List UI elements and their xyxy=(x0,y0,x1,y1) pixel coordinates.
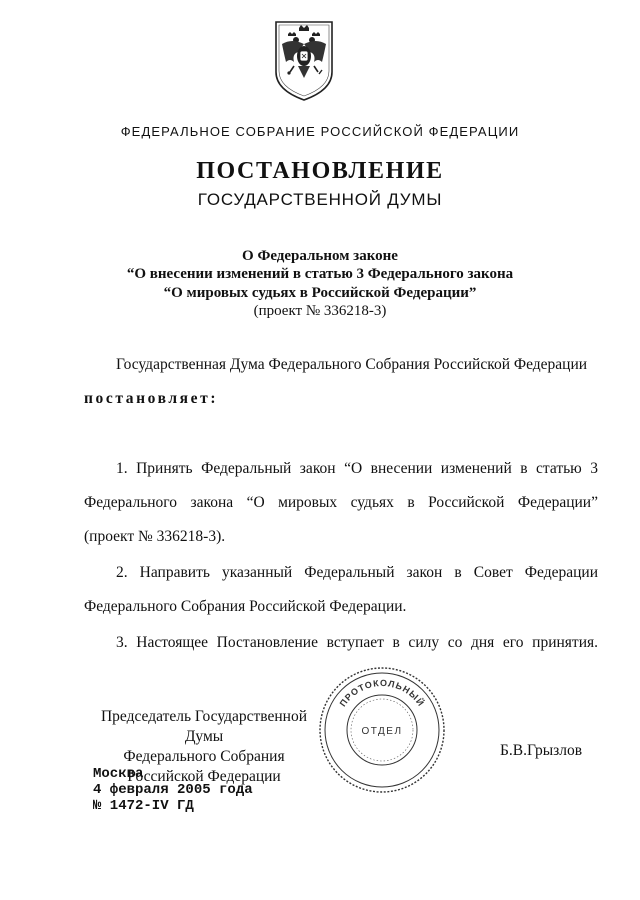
round-seal-stamp-icon xyxy=(316,664,448,796)
law-title-line-2: “О внесении изменений в статью 3 Федерального закона xyxy=(126,266,514,282)
resolves-word: постановляет: xyxy=(84,390,219,407)
item-2-line-1: 2. Направить указанный Федеральный закон в Совет Федерации xyxy=(116,564,598,581)
item-3-line-1: 3. Настоящее Постановление вступает в силу со дня его принятия. xyxy=(116,634,598,651)
date-label: 4 февраля 2005 года xyxy=(93,782,253,798)
item-1-line-3: (проект № 336218-3). xyxy=(84,528,226,545)
signatory-position-line-1: Председатель Государственной Думы xyxy=(100,708,308,745)
stamp-text-center: ОТДЕЛ xyxy=(361,726,403,737)
document-title: ПОСТАНОВЛЕНИЕ xyxy=(196,158,444,184)
coat-of-arms-icon xyxy=(272,18,336,102)
signatory-position-line-3: Российской Федерации xyxy=(127,768,281,785)
item-1-line-1: 1. Принять Федеральный закон “О внесении изменений в статью 3 xyxy=(116,460,598,477)
item-2-line-2: Федерального Собрания Российской Федерации. xyxy=(84,598,407,615)
document-registration xyxy=(93,766,253,814)
signatory-position-line-2: Федерального Собрания xyxy=(123,748,285,765)
signer-name: Б.В.Грызлов xyxy=(500,742,583,759)
preamble-text: Государственная Дума Федерального Собрания Российской Федерации xyxy=(116,356,588,373)
city-label: Москва xyxy=(93,766,144,782)
law-title-line-1: О Федеральном законе xyxy=(242,248,398,264)
item-1-line-2: Федерального закона “О мировых судьях в Российской Федерации” xyxy=(84,494,598,511)
document-subtitle: ГОСУДАРСТВЕННОЙ ДУМЫ xyxy=(197,190,443,209)
stamp-text-top: ПРОТОКОЛЬНЫЙ xyxy=(337,677,427,709)
law-title-line-3: “О мировых судьях в Российской Федерации” xyxy=(163,285,477,301)
law-project-number: (проект № 336218-3) xyxy=(253,303,387,319)
assembly-heading: ФЕДЕРАЛЬНОЕ СОБРАНИЕ РОССИЙСКОЙ ФЕДЕРАЦИИ xyxy=(120,124,520,139)
registration-number: № 1472-IV ГД xyxy=(93,798,194,814)
